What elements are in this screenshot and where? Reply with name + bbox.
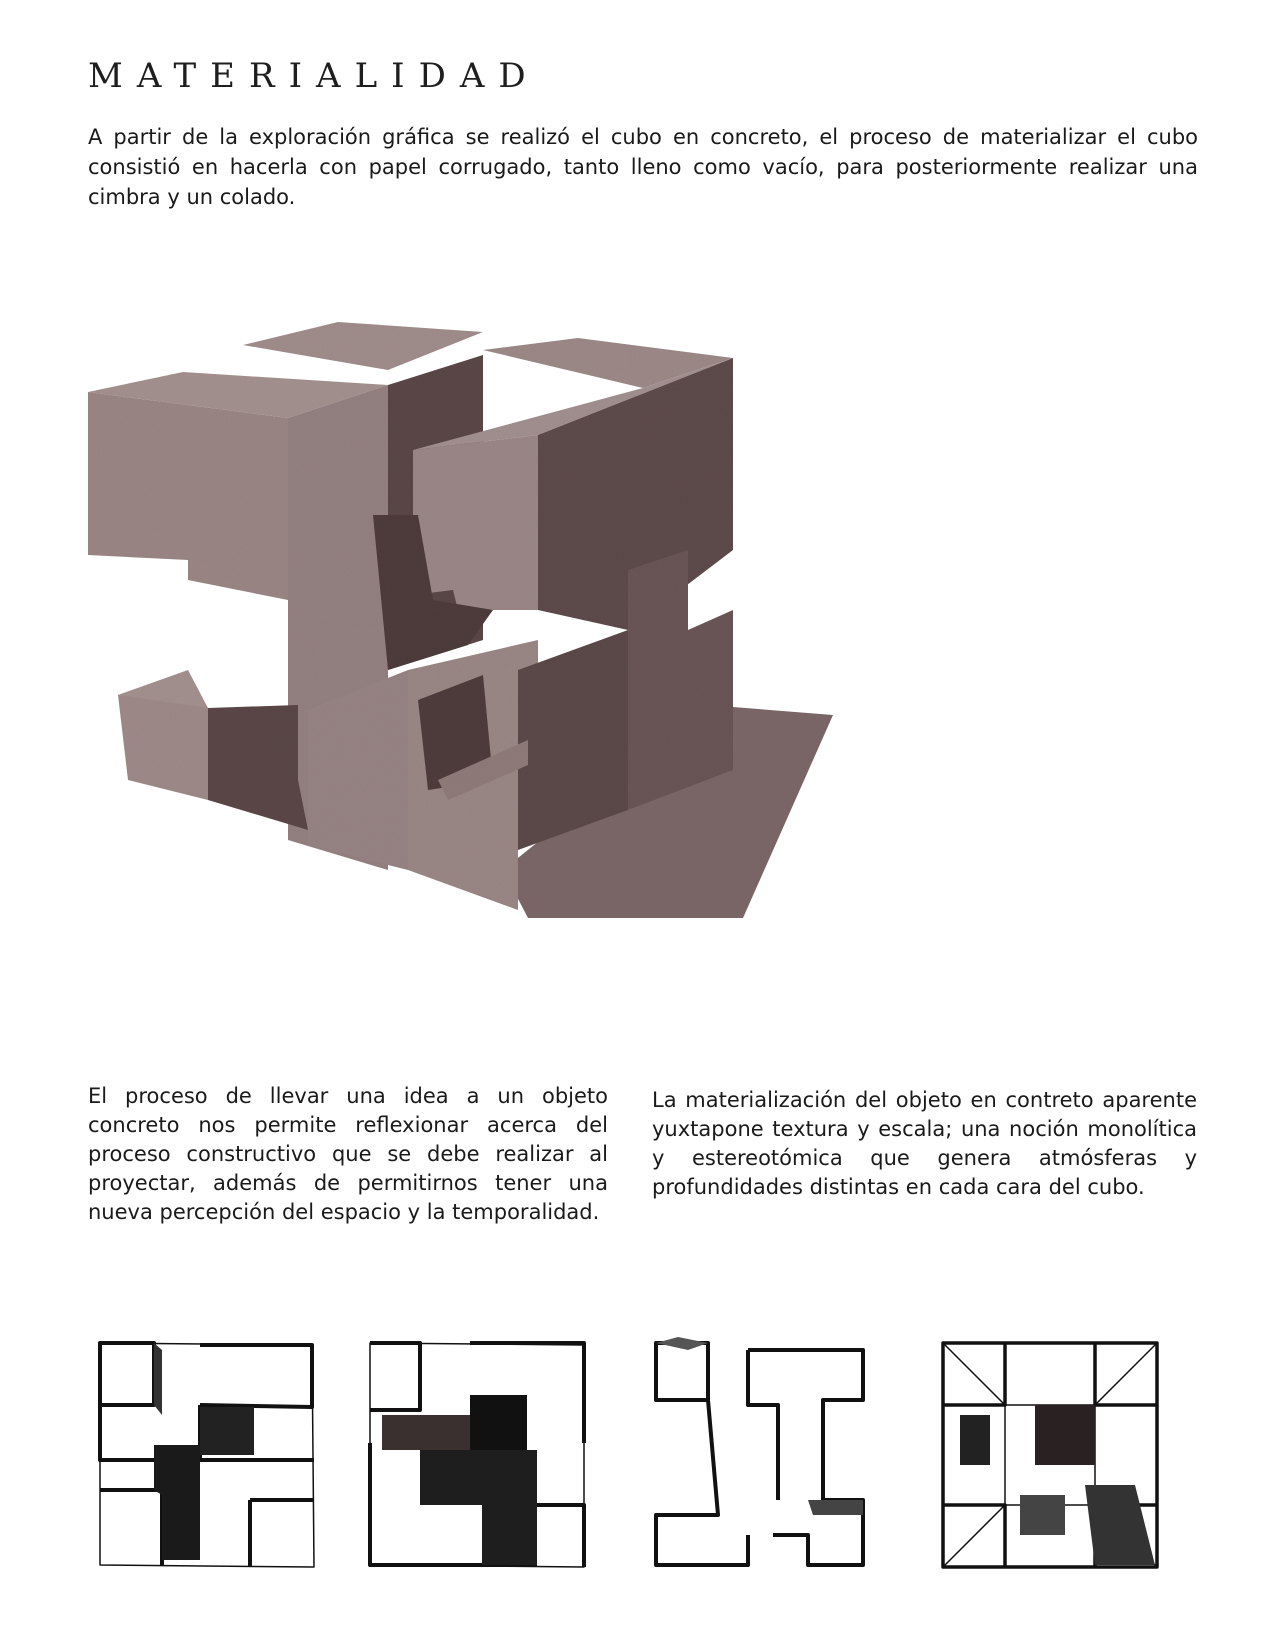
page-title: MATERIALIDAD — [88, 56, 540, 96]
paragraph-right: La materialización del objeto en contreto aparente yuxtapone textura y escala; una noción monolítica y estereotómica que genera atmósferas y profundidades distintas en cada cara del cubo. — [652, 1088, 1197, 1199]
sketch-2-dark-band — [382, 1415, 472, 1450]
sketch-face-2 — [362, 1335, 594, 1575]
cube-top-back-left — [243, 322, 483, 370]
cube-front-upper-right — [413, 435, 538, 610]
paragraph-left: El proceso de llevar una idea a un objeto concreto nos permite reflexionar acerca del proceso constructivo que se debe realizar al proyectar, además de permitirnos tener una nueva percepción del espacio y la temporalidad. — [88, 1084, 608, 1224]
cube-front-upper-left — [88, 392, 288, 600]
cube-side-right-steps — [628, 550, 733, 810]
sketch-2-dark-lower — [420, 1450, 537, 1565]
cube-front-lower-left — [118, 695, 208, 800]
concrete-cube-render — [88, 310, 888, 970]
sketch-4-dark-corner — [1085, 1485, 1155, 1565]
sketch-face-1 — [92, 1335, 324, 1575]
sketch-1-dark-center — [200, 1407, 254, 1455]
sketch-4-dark-left — [960, 1415, 990, 1465]
sketch-3-dark-mid — [808, 1500, 863, 1515]
sketch-3-dark-top — [656, 1337, 708, 1350]
intro-paragraph: A partir de la exploración gráfica se realizó el cubo en concreto, el proceso de materializar el cubo consistió en hacerla con papel corrugado, tanto lleno como vacío, para posteriormente realizar una cimbra y un colado. — [88, 125, 1198, 209]
sketch-1-dark-topleft — [154, 1343, 162, 1415]
sketch-face-4 — [935, 1335, 1167, 1575]
cube-lower-dark-face — [208, 705, 308, 830]
sketch-face-3 — [648, 1335, 880, 1575]
sketch-4-dark-lower — [1020, 1495, 1065, 1535]
sketch-2-dark-center — [470, 1395, 527, 1450]
sketch-4-dark-center — [1035, 1405, 1095, 1465]
